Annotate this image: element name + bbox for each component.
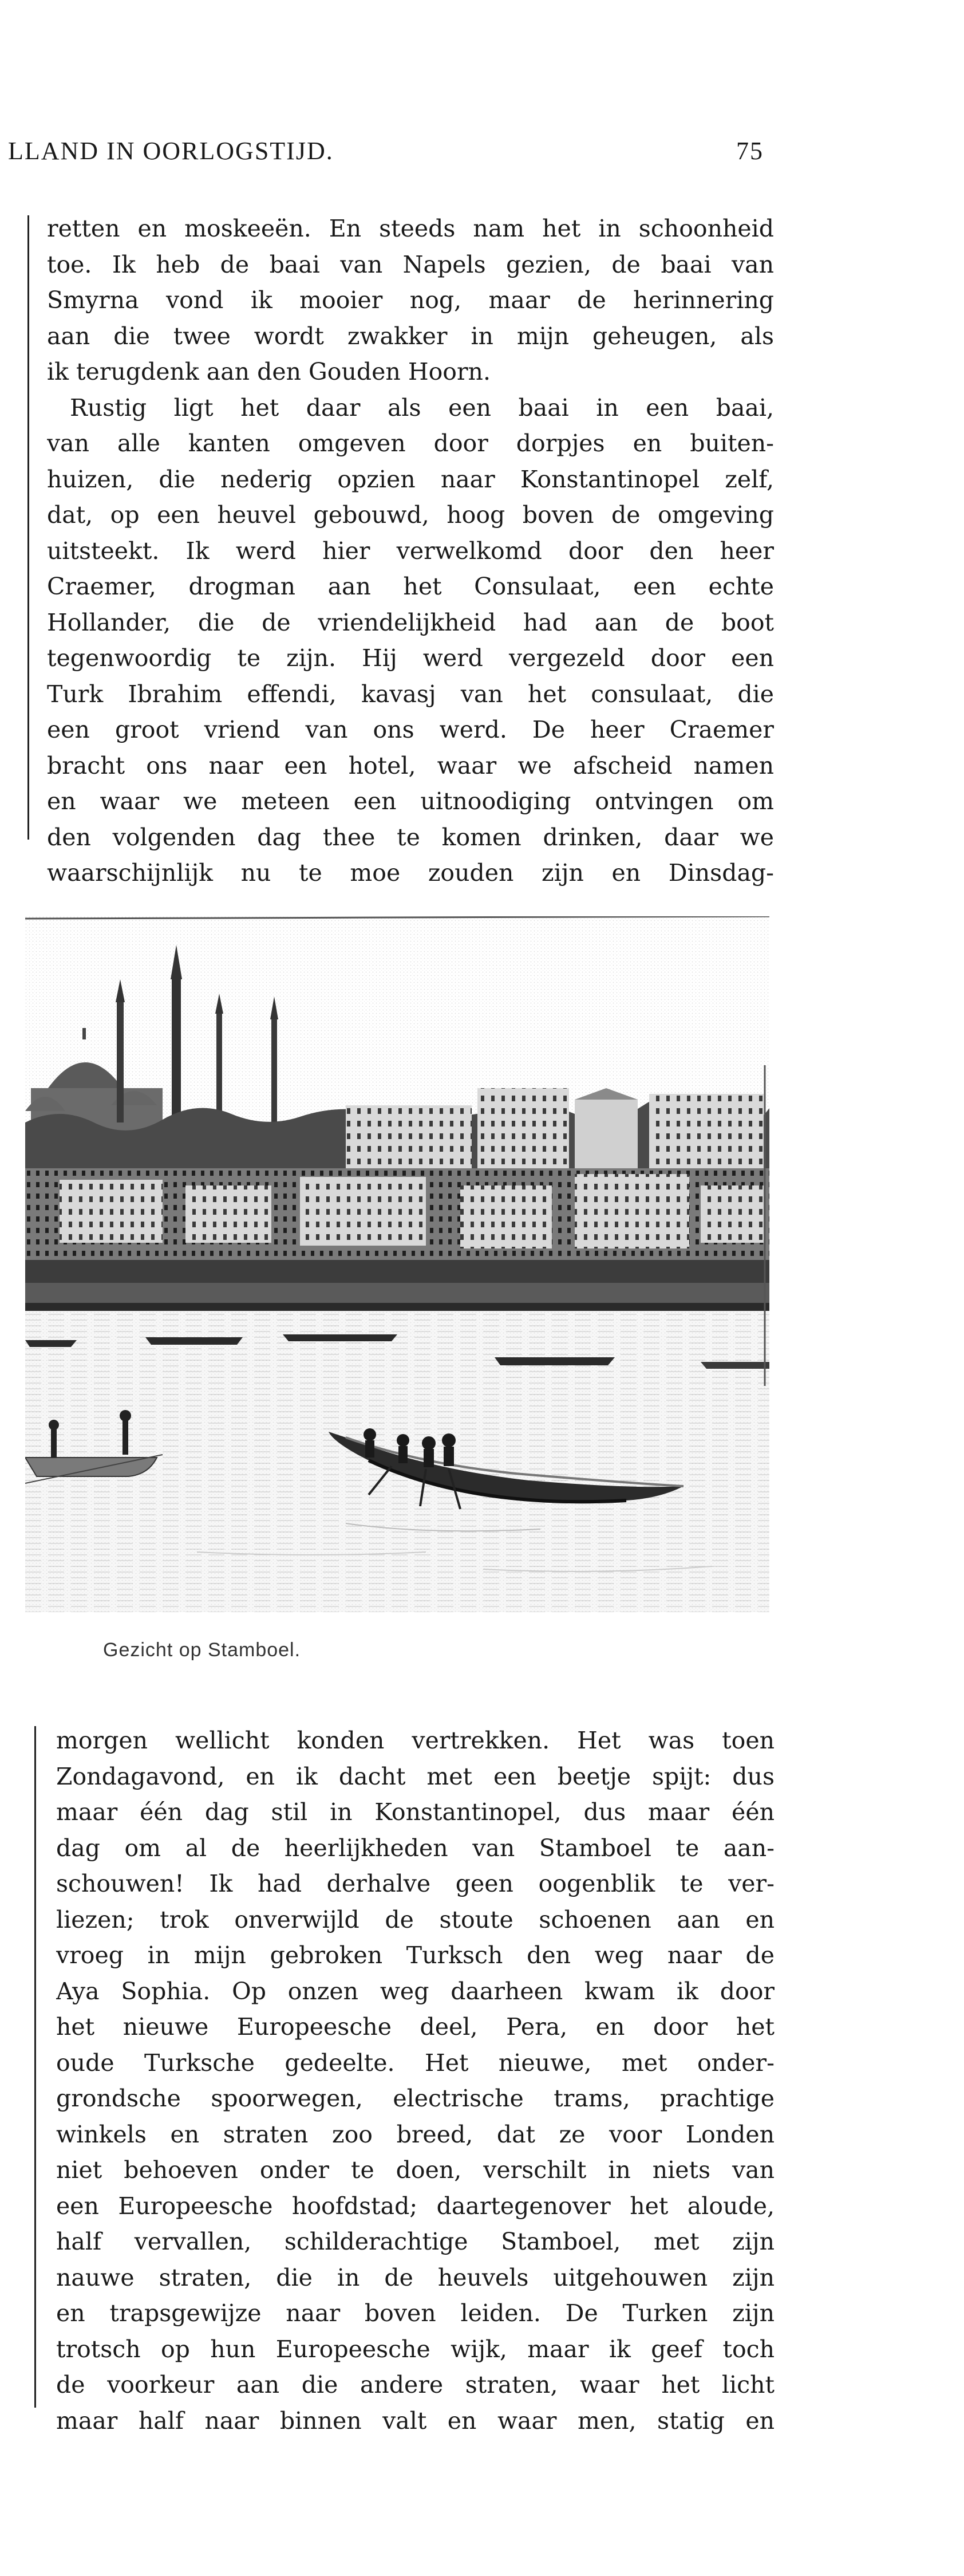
- text-line: winkels en straten zoo breed, dat ze voor Londen: [56, 2120, 775, 2148]
- text-line: Smyrna vond ik mooier nog, maar de herinnering: [47, 286, 774, 314]
- text-line: een Europeesche hoofdstad; daartegenover het aloude,: [56, 2192, 775, 2220]
- text-line: Hollander, die de vriendelijkheid had aan de boot: [47, 608, 774, 636]
- text-line: den volgenden dag thee te komen drinken, daar we: [47, 823, 774, 851]
- text-line: ik terugdenk aan den Gouden Hoorn.: [47, 358, 491, 385]
- figure-caption: Gezicht op Stamboel.: [103, 1639, 301, 1661]
- running-title: LLAND IN OORLOGSTIJD.: [8, 137, 334, 165]
- body-text-bottom: [56, 1723, 775, 2439]
- text-line: niet behoeven onder te doen, verschilt in niets van: [56, 2156, 775, 2184]
- text-line: Rustig ligt het daar als een baai in een baai,: [70, 393, 774, 422]
- text-line: waarschijnlijk nu te moe zouden zijn en Dinsdag-: [47, 859, 774, 887]
- text-line: Aya Sophia. Op onzen weg daarheen kwam ik door: [56, 1977, 775, 2005]
- text-line: een groot vriend van ons werd. De heer Craemer: [47, 716, 774, 743]
- text-line: tegenwoordig te zijn. Hij werd vergezeld door een: [47, 644, 774, 672]
- text-line: vroeg in mijn gebroken Turksch den weg naar de: [56, 1941, 775, 1969]
- text-line: Turk Ibrahim effendi, kavasj van het consulaat, die: [47, 680, 774, 708]
- text-line: maar half naar binnen valt en waar men, statig en: [56, 2406, 775, 2435]
- text-line: dat, op een heuvel gebouwd, hoog boven de omgeving: [47, 501, 774, 529]
- text-line: liezen; trok onverwijld de stoute schoenen aan en: [56, 1905, 775, 1933]
- text-line: trotsch op hun Europeesche wijk, maar ik geef toch: [56, 2335, 775, 2363]
- stamboel-photograph: [25, 916, 769, 1612]
- text-line: huizen, die nederig opzien naar Konstantinopel zelf,: [47, 465, 774, 493]
- text-line: van alle kanten omgeven door dorpjes en buiten-: [47, 430, 774, 457]
- margin-rule-top: [27, 215, 29, 840]
- text-line: Craemer, drogman aan het Consulaat, een echte: [47, 573, 774, 600]
- text-line: Zondagavond, en ik dacht met een beetje spijt: dus: [56, 1762, 775, 1790]
- text-line: grondsche spoorwegen, electrische trams, prachtige: [56, 2085, 775, 2112]
- text-line: maar één dag stil in Konstantinopel, dus maar één: [56, 1798, 775, 1826]
- text-line: morgen wellicht konden vertrekken. Het was toen: [56, 1727, 775, 1754]
- text-line: toe. Ik heb de baai van Napels gezien, de baai van: [47, 250, 774, 278]
- page-number: 75: [736, 137, 764, 165]
- text-line: en waar we meteen een uitnoodiging ontvingen om: [47, 787, 774, 815]
- text-line: half vervallen, schilderachtige Stamboel, met zijn: [56, 2228, 775, 2255]
- text-line: het nieuwe Europeesche deel, Pera, en door het: [56, 2013, 775, 2041]
- text-line: retten en moskeeën. En steeds nam het in schoonheid: [47, 215, 774, 242]
- body-text-top: [47, 211, 774, 891]
- text-line: nauwe straten, die in de heuvels uitgehouwen zijn: [56, 2263, 775, 2291]
- text-line: en trapsgewijze naar boven leiden. De Turken zijn: [56, 2299, 775, 2327]
- text-line: oude Turksche gedeelte. Het nieuwe, met onder-: [56, 2049, 775, 2077]
- margin-rule-bottom: [34, 1726, 36, 2408]
- text-line: aan die twee wordt zwakker in mijn geheugen, als: [47, 322, 774, 350]
- text-line: schouwen! Ik had derhalve geen oogenblik te ver-: [56, 1870, 775, 1897]
- text-line: dag om al de heerlijkheden van Stamboel te aan-: [56, 1834, 775, 1862]
- text-line: de voorkeur aan die andere straten, waar het licht: [56, 2371, 775, 2398]
- text-line: uitsteekt. Ik werd hier verwelkomd door den heer: [47, 537, 774, 565]
- text-line: bracht ons naar een hotel, waar we afscheid namen: [47, 751, 774, 779]
- running-head: [8, 136, 764, 171]
